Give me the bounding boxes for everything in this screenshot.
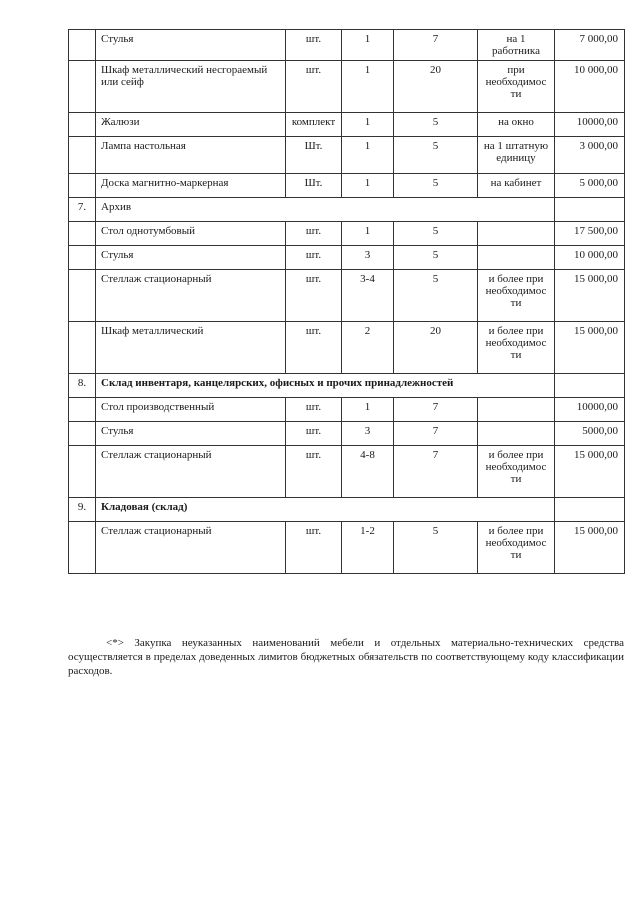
item-service-years: 7 [394, 446, 478, 498]
item-name: Стеллаж стационарный [96, 446, 286, 498]
item-service-years: 5 [394, 270, 478, 322]
item-note: и более при необходимос ти [478, 322, 555, 374]
item-quantity: 3 [342, 422, 394, 446]
item-unit: шт. [286, 222, 342, 246]
section-empty-cell [555, 374, 625, 398]
item-name: Стол однотумбовый [96, 222, 286, 246]
item-unit: шт. [286, 246, 342, 270]
item-price: 15 000,00 [555, 522, 625, 574]
row-number-cell [69, 246, 96, 270]
item-service-years: 7 [394, 398, 478, 422]
item-quantity: 1 [342, 222, 394, 246]
row-number-cell [69, 222, 96, 246]
footnote: <*> Закупка неуказанных наименований мебели и отдельных материально-технических средства осуществляется в пределах доведенных лимитов бюджетных обязательств по соответствующему коду классификации расходов. [68, 637, 624, 677]
item-price: 3 000,00 [555, 137, 625, 174]
table-row [69, 246, 625, 270]
section-number: 7. [69, 198, 96, 222]
table-row [69, 113, 625, 137]
section-number: 8. [69, 374, 96, 398]
item-price: 15 000,00 [555, 270, 625, 322]
section-empty-cell [555, 198, 625, 222]
table-row [69, 222, 625, 246]
row-number-cell [69, 137, 96, 174]
item-quantity: 1-2 [342, 522, 394, 574]
item-name: Жалюзи [96, 113, 286, 137]
item-unit: шт. [286, 61, 342, 113]
item-price: 5 000,00 [555, 174, 625, 198]
item-service-years: 5 [394, 174, 478, 198]
section-row [69, 374, 625, 398]
item-quantity: 3-4 [342, 270, 394, 322]
row-number-cell [69, 422, 96, 446]
item-name: Стеллаж стационарный [96, 270, 286, 322]
item-unit: шт. [286, 322, 342, 374]
item-unit: Шт. [286, 137, 342, 174]
item-quantity: 1 [342, 61, 394, 113]
item-note: и более при необходимос ти [478, 270, 555, 322]
item-quantity: 3 [342, 246, 394, 270]
item-note: при необходимос ти [478, 61, 555, 113]
table-row [69, 61, 625, 113]
item-price: 10 000,00 [555, 246, 625, 270]
item-unit: шт. [286, 30, 342, 61]
item-note: на кабинет [478, 174, 555, 198]
item-price: 7 000,00 [555, 30, 625, 61]
item-price: 5000,00 [555, 422, 625, 446]
item-service-years: 20 [394, 61, 478, 113]
table-row [69, 398, 625, 422]
section-row [69, 198, 625, 222]
section-empty-cell [555, 498, 625, 522]
item-quantity: 1 [342, 113, 394, 137]
item-quantity: 1 [342, 398, 394, 422]
item-unit: шт. [286, 446, 342, 498]
item-name: Шкаф металлический несгораемый или сейф [96, 61, 286, 113]
item-price: 10 000,00 [555, 61, 625, 113]
item-service-years: 5 [394, 246, 478, 270]
item-price: 10000,00 [555, 113, 625, 137]
furniture-norms-table [68, 29, 625, 574]
table-row [69, 270, 625, 322]
section-number: 9. [69, 498, 96, 522]
item-note [478, 222, 555, 246]
table-row [69, 446, 625, 498]
item-price: 17 500,00 [555, 222, 625, 246]
item-service-years: 20 [394, 322, 478, 374]
item-quantity: 1 [342, 30, 394, 61]
table-row [69, 30, 625, 61]
item-service-years: 7 [394, 30, 478, 61]
table-row [69, 137, 625, 174]
section-title: Архив [96, 198, 555, 222]
item-service-years: 5 [394, 522, 478, 574]
item-quantity: 4-8 [342, 446, 394, 498]
item-note: и более при необходимос ти [478, 446, 555, 498]
item-note [478, 246, 555, 270]
table-row [69, 174, 625, 198]
row-number-cell [69, 113, 96, 137]
table-row [69, 422, 625, 446]
item-name: Доска магнитно-маркерная [96, 174, 286, 198]
item-note [478, 422, 555, 446]
row-number-cell [69, 30, 96, 61]
item-quantity: 2 [342, 322, 394, 374]
section-title: Кладовая (склад) [96, 498, 555, 522]
row-number-cell [69, 61, 96, 113]
row-number-cell [69, 270, 96, 322]
item-price: 15 000,00 [555, 322, 625, 374]
item-quantity: 1 [342, 137, 394, 174]
item-name: Стулья [96, 422, 286, 446]
item-unit: шт. [286, 398, 342, 422]
item-price: 15 000,00 [555, 446, 625, 498]
item-service-years: 5 [394, 222, 478, 246]
item-quantity: 1 [342, 174, 394, 198]
table-row [69, 322, 625, 374]
item-note: на 1 работника [478, 30, 555, 61]
item-unit: комплект [286, 113, 342, 137]
row-number-cell [69, 174, 96, 198]
item-name: Шкаф металлический [96, 322, 286, 374]
item-name: Стол производственный [96, 398, 286, 422]
table-body [69, 30, 625, 574]
row-number-cell [69, 446, 96, 498]
item-note: и более при необходимос ти [478, 522, 555, 574]
row-number-cell [69, 322, 96, 374]
item-note: на 1 штатную единицу [478, 137, 555, 174]
item-unit: Шт. [286, 174, 342, 198]
row-number-cell [69, 398, 96, 422]
item-name: Лампа настольная [96, 137, 286, 174]
section-title: Склад инвентаря, канцелярских, офисных и прочих принадлежностей [96, 374, 555, 398]
item-service-years: 5 [394, 137, 478, 174]
row-number-cell [69, 522, 96, 574]
section-row [69, 498, 625, 522]
item-service-years: 5 [394, 113, 478, 137]
item-name: Стулья [96, 246, 286, 270]
item-name: Стулья [96, 30, 286, 61]
item-price: 10000,00 [555, 398, 625, 422]
item-unit: шт. [286, 522, 342, 574]
item-note: на окно [478, 113, 555, 137]
item-note [478, 398, 555, 422]
item-service-years: 7 [394, 422, 478, 446]
item-unit: шт. [286, 422, 342, 446]
item-name: Стеллаж стационарный [96, 522, 286, 574]
table-row [69, 522, 625, 574]
item-unit: шт. [286, 270, 342, 322]
